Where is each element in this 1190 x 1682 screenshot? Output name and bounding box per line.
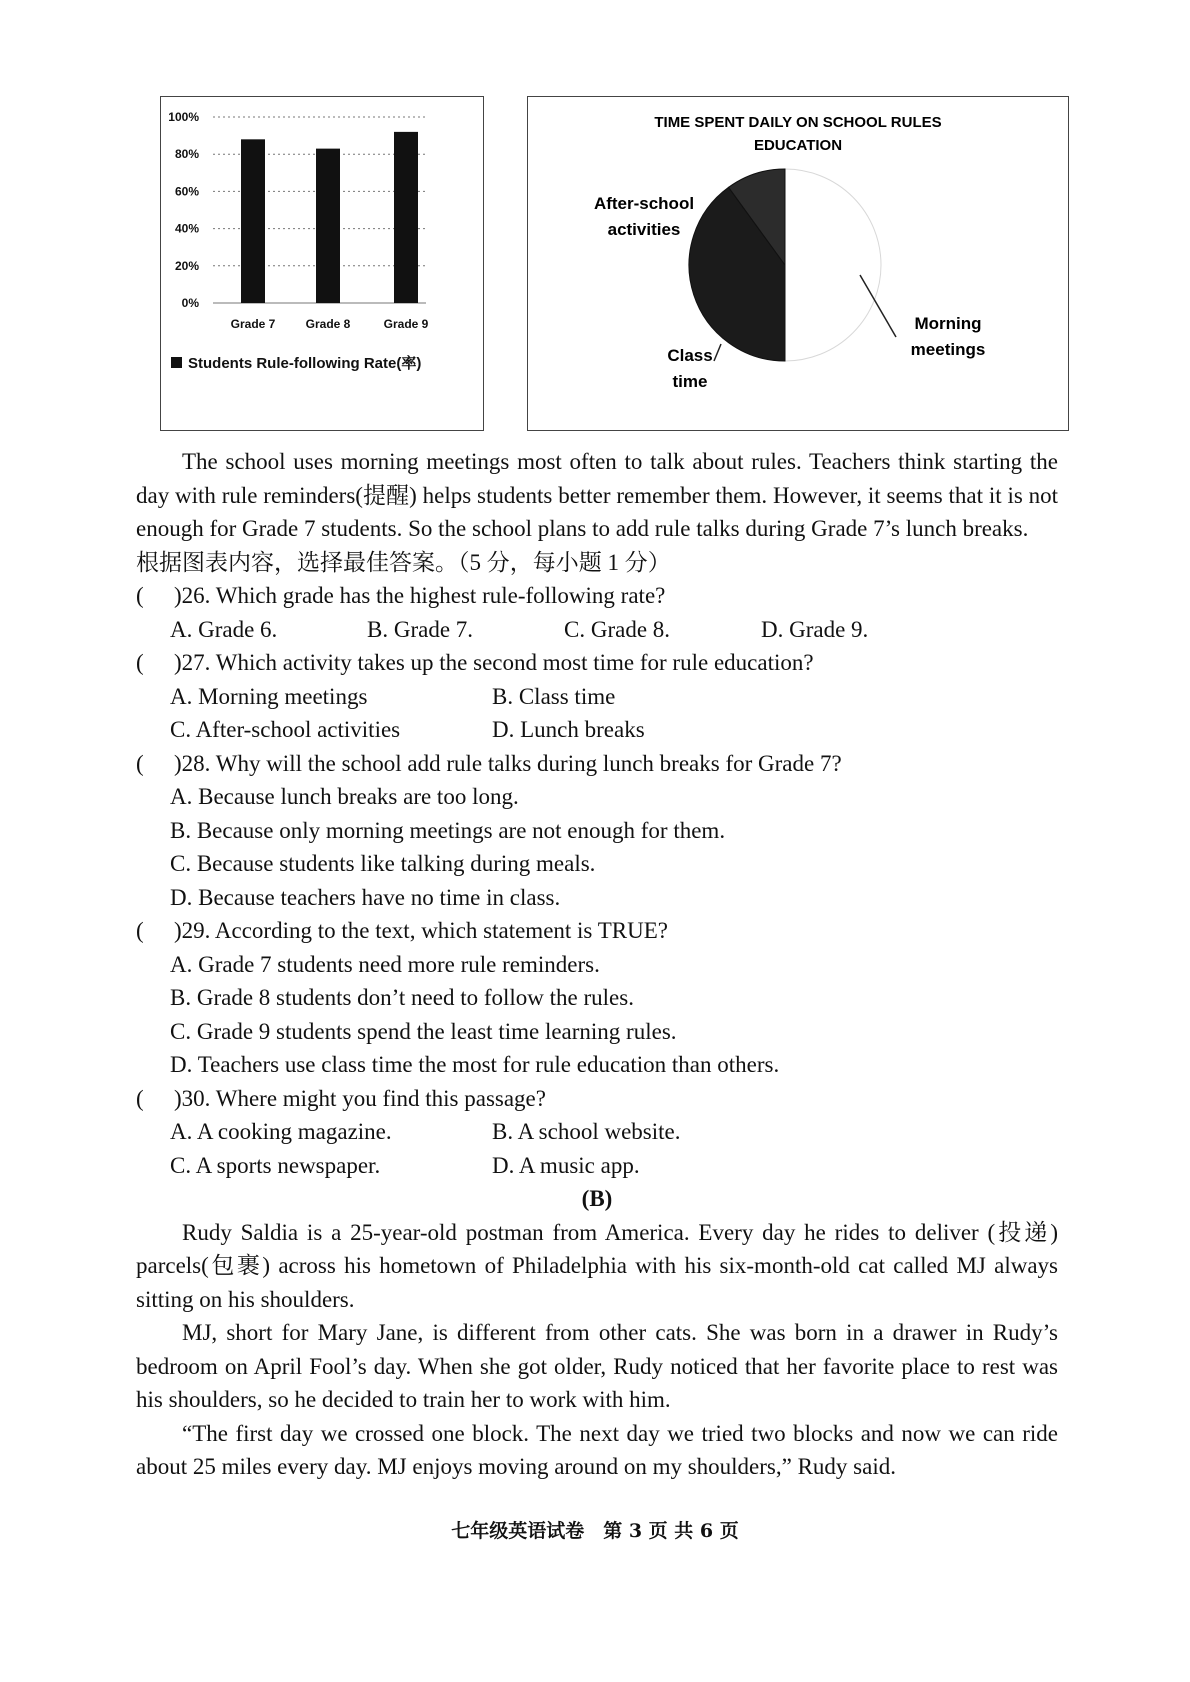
legend-swatch <box>171 357 182 368</box>
option-b: B. Grade 8 students don’t need to follow the rules. <box>170 985 634 1010</box>
option-b: B. Because only morning meetings are not enough for them. <box>170 817 726 843</box>
y-tick-label: 100% <box>168 110 199 124</box>
question-26 <box>136 579 1058 646</box>
option-c: C. A sports newspaper. <box>170 1152 381 1178</box>
question-stem: )26. Which grade has the highest rule-following rate? <box>174 583 666 608</box>
bar-grade-8 <box>316 149 340 303</box>
option-b: B. A school website. <box>492 1119 681 1144</box>
class-leader-line <box>714 344 721 361</box>
option-a: A. Grade 6. <box>170 616 278 642</box>
pie-slice-morning-meetings <box>785 169 881 361</box>
label-after-school-line1: After-school <box>593 194 695 213</box>
question-stem: )28. Why will the school add rule talks during lunch breaks for Grade 7? <box>174 750 842 776</box>
option-a: A. Grade 7 students need more rule reminders. <box>170 951 600 977</box>
answer-paren[interactable]: ( <box>136 918 144 943</box>
bar-grade-9 <box>394 132 418 303</box>
option-d: D. Because teachers have no time in class. <box>170 884 561 910</box>
option-d: D. Teachers use class time the most for rule education than others. <box>170 1052 780 1077</box>
x-tick-label: Grade 9 <box>383 317 429 331</box>
page-footer: 七年级英语试卷 第 3 页 共 6 页 <box>451 1520 739 1542</box>
passage-b-paragraph-1: Rudy Saldia is a 25-year-old postman from America. Every day he rides to deliver (投递) parcels(包裹) across his hometown of Philadelphia with his six-month-old cat called MJ always sitting on his shoulders. <box>136 1219 1058 1312</box>
y-tick-label: 80% <box>174 147 199 162</box>
bar-chart <box>161 97 483 430</box>
x-tick-label: Grade 7 <box>230 317 276 331</box>
question-stem: )29. According to the text, which statement is TRUE? <box>174 918 668 943</box>
label-class-line1: Class <box>667 346 713 365</box>
answer-paren[interactable]: ( <box>136 650 144 675</box>
question-stem: )30. Where might you find this passage? <box>174 1085 546 1111</box>
bar-legend-label: Students Rule-following Rate(率) <box>188 355 422 372</box>
option-d: D. Lunch breaks <box>492 717 645 742</box>
question-stem: )27. Which activity takes up the second most time for rule education? <box>174 650 814 675</box>
question-28 <box>136 747 1058 915</box>
bar-grade-7 <box>241 139 265 303</box>
passage-b-paragraph-3: “The first day we crossed one block. The next day we tried two blocks and now we can ride about 25 miles every day. MJ enjoys moving around on my shoulders,” Rudy said. <box>136 1420 1058 1479</box>
label-morning-line1: Morning <box>914 314 982 333</box>
section-b-title: (B) <box>581 1186 613 1211</box>
y-tick-label: 20% <box>174 258 199 273</box>
y-tick-label: 0% <box>181 296 199 310</box>
answer-paren[interactable]: ( <box>136 750 144 776</box>
option-c: C. Grade 8. <box>564 616 671 642</box>
option-a: A. A cooking magazine. <box>170 1119 392 1144</box>
answer-paren[interactable]: ( <box>136 583 144 608</box>
passage-b-paragraph-2: MJ, short for Mary Jane, is different from other cats. She was born in a drawer in Rudy’s bedroom on April Fool’s day. When she got older, Rudy noticed that her favorite place to rest was his shoulders, so he decided to train her to work with him. <box>136 1320 1058 1412</box>
y-tick-label: 60% <box>174 184 199 199</box>
y-tick-label: 40% <box>174 221 199 236</box>
option-b: B. Class time <box>492 683 616 709</box>
bar-chart-panel <box>160 96 484 431</box>
pie-title-line1: TIME SPENT DAILY ON SCHOOL RULES <box>654 114 942 131</box>
option-c: C. Because students like talking during meals. <box>170 851 596 876</box>
label-after-school-line2: activities <box>607 220 681 239</box>
question-27 <box>136 646 1058 747</box>
pie-title-line2: EDUCATION <box>753 137 843 154</box>
option-c: C. After-school activities <box>170 717 401 742</box>
passage-a: The school uses morning meetings most often to talk about rules. Teachers think starting the day with rule reminders(提醒) helps students better remember them. However, it seems that it is not enough for Grade 7 students. So the school plans to add rule talks during Grade 7’s lunch breaks. <box>136 449 1058 541</box>
question-29 <box>136 914 1058 1082</box>
option-b: B. Grade 7. <box>367 616 474 642</box>
x-tick-label: Grade 8 <box>305 317 351 331</box>
question-30 <box>136 1082 1058 1183</box>
instruction: 根据图表内容，选择最佳答案。（5 分，每小题 1 分） <box>136 549 671 575</box>
pie-chart <box>528 97 1068 430</box>
page-text <box>136 445 1058 1484</box>
option-d: D. A music app. <box>492 1152 640 1178</box>
label-class-line2: time <box>672 372 708 391</box>
answer-paren[interactable]: ( <box>136 1085 144 1111</box>
label-morning-line2: meetings <box>910 340 986 359</box>
option-c: C. Grade 9 students spend the least time learning rules. <box>170 1018 677 1044</box>
option-a: A. Because lunch breaks are too long. <box>170 784 519 809</box>
pie-chart-panel <box>527 96 1069 431</box>
option-d: D. Grade 9. <box>761 616 869 642</box>
option-a: A. Morning meetings <box>170 683 368 709</box>
